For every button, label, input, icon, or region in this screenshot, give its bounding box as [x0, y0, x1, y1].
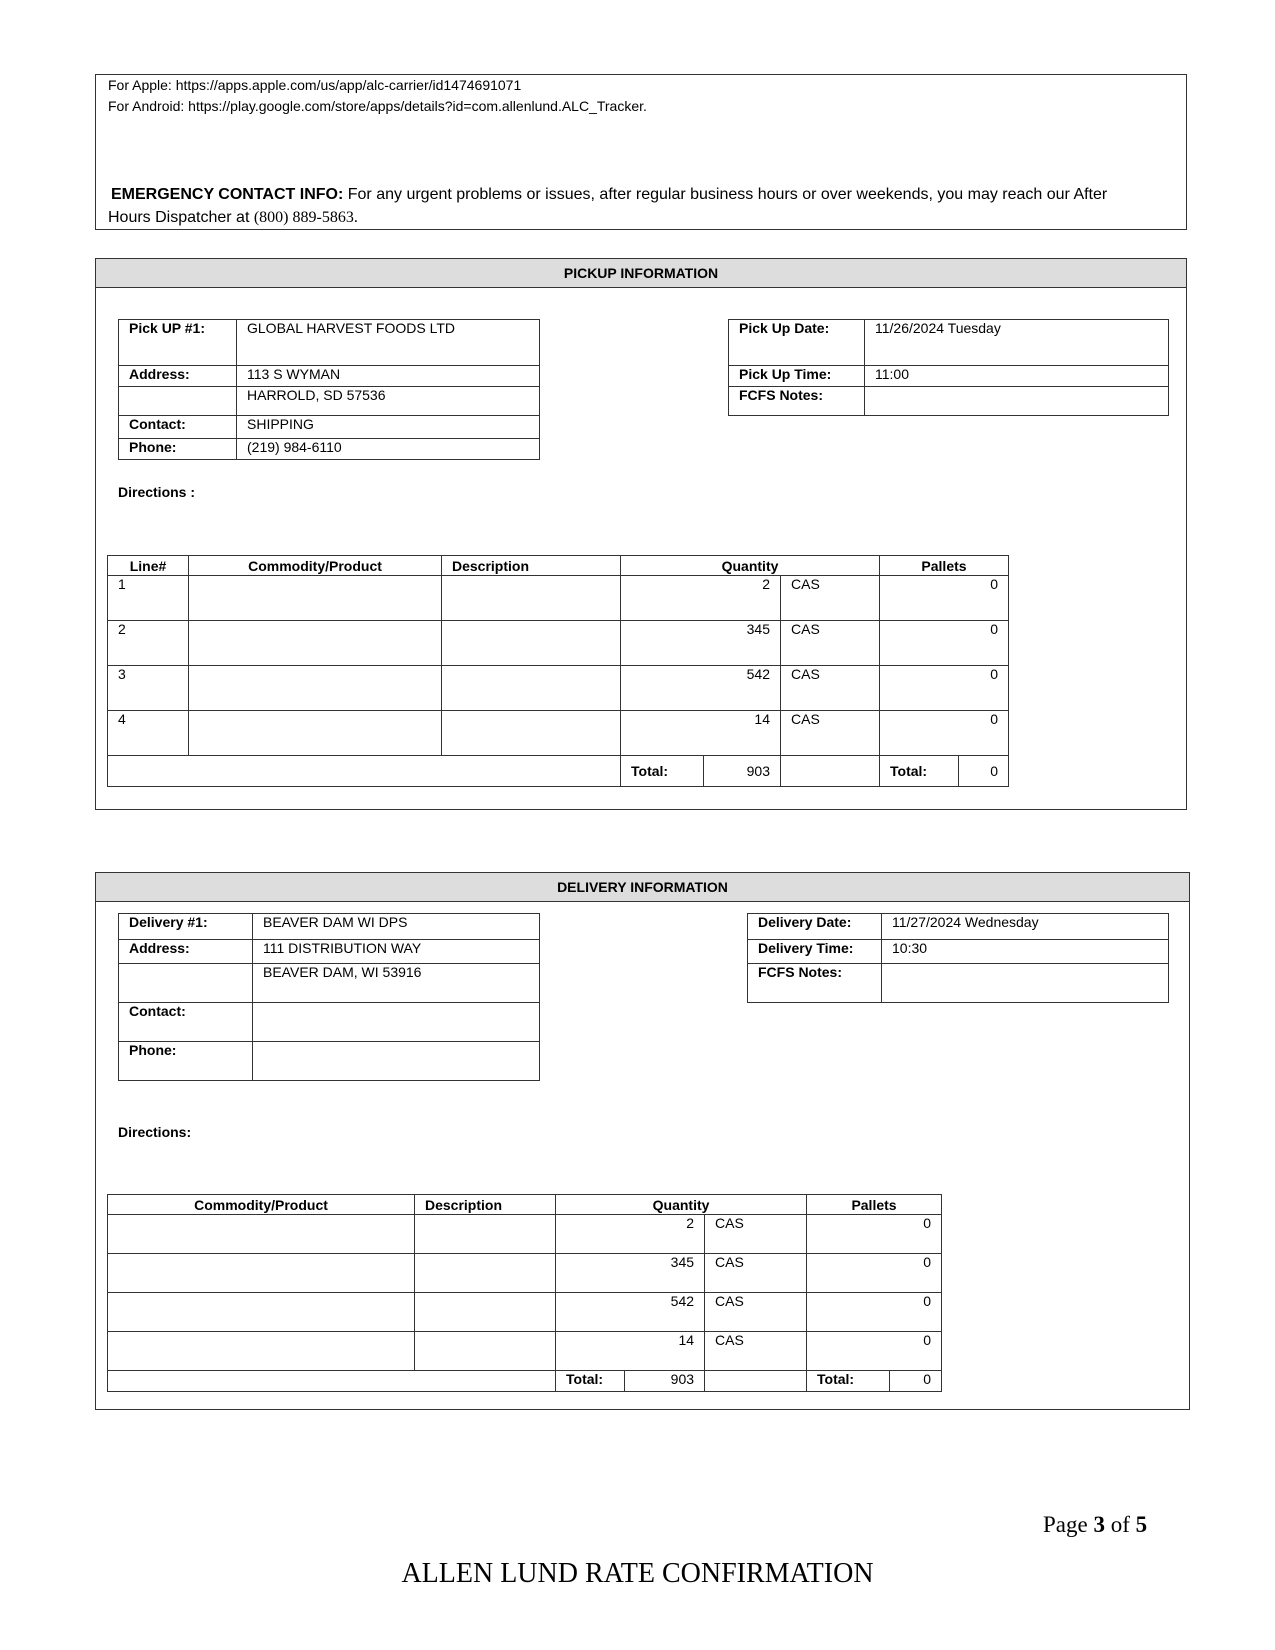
col-commodity: Commodity/Product [189, 556, 442, 576]
total-unit-blank [705, 1371, 807, 1392]
table-row [108, 711, 1009, 756]
delivery-fcfs-value [882, 964, 1169, 1003]
description-cell [415, 1332, 556, 1371]
commodity-cell [189, 666, 442, 711]
table-row [108, 1332, 942, 1371]
pallets-total-label: Total: [880, 756, 959, 787]
total-row [108, 756, 1009, 787]
pickup-phone-label: Phone: [119, 439, 237, 460]
delivery-location-table [118, 913, 540, 1081]
unit-cell: CAS [705, 1215, 807, 1254]
pickup-schedule-table [728, 319, 1169, 416]
description-cell [415, 1293, 556, 1332]
commodity-cell [108, 1332, 415, 1371]
table-row [108, 576, 1009, 621]
pallets-cell: 0 [807, 1254, 942, 1293]
description-cell [442, 576, 621, 621]
quantity-cell: 542 [621, 666, 781, 711]
table-row [108, 1254, 942, 1293]
pickup-items-table [107, 555, 1009, 787]
pallets-cell: 0 [880, 711, 1009, 756]
emergency-label: EMERGENCY CONTACT INFO: [111, 186, 344, 203]
delivery-directions-label: Directions: [118, 1124, 192, 1140]
delivery-address-label: Address: [119, 940, 253, 964]
table-row [108, 621, 1009, 666]
delivery-time-value: 10:30 [882, 940, 1169, 964]
delivery-contact-value [253, 1003, 540, 1042]
line-number: 1 [108, 576, 189, 621]
description-cell [442, 711, 621, 756]
pickup-fcfs-value [865, 387, 1169, 416]
pickup-directions-label: Directions : [118, 484, 196, 500]
commodity-cell [108, 1254, 415, 1293]
pickup-label: Pick UP #1: [119, 320, 237, 366]
total-blank [108, 756, 621, 787]
col-quantity: Quantity [621, 556, 880, 576]
pallets-cell: 0 [880, 621, 1009, 666]
pallets-total-value: 0 [890, 1371, 942, 1392]
unit-cell: CAS [705, 1332, 807, 1371]
unit-cell: CAS [781, 576, 880, 621]
pickup-address-line2: HARROLD, SD 57536 [237, 387, 540, 416]
emergency-text: For any urgent problems or issues, after regular business hours or over weekends, you may reach our After [347, 186, 1108, 203]
pickup-date-value: 11/26/2024 Tuesday [865, 320, 1169, 366]
quantity-cell: 345 [621, 621, 781, 666]
total-blank [108, 1371, 556, 1392]
delivery-fcfs-label: FCFS Notes: [748, 964, 882, 1003]
unit-cell: CAS [781, 621, 880, 666]
pallets-total-label: Total: [807, 1371, 890, 1392]
col-description: Description [442, 556, 621, 576]
pickup-name: GLOBAL HARVEST FOODS LTD [237, 320, 540, 366]
emergency-text-2: Hours Dispatcher at [108, 209, 250, 226]
qty-total-label: Total: [556, 1371, 625, 1392]
description-cell [415, 1215, 556, 1254]
page-prefix: Page [1043, 1512, 1088, 1537]
delivery-address-line2: BEAVER DAM, WI 53916 [253, 964, 540, 1003]
col-description: Description [415, 1195, 556, 1215]
line-number: 4 [108, 711, 189, 756]
pallets-total-value: 0 [959, 756, 1009, 787]
quantity-cell: 2 [556, 1215, 705, 1254]
pickup-contact-label: Contact: [119, 416, 237, 439]
quantity-cell: 345 [556, 1254, 705, 1293]
pickup-phone-value: (219) 984-6110 [237, 439, 540, 460]
pickup-address-line1: 113 S WYMAN [237, 366, 540, 387]
col-commodity: Commodity/Product [108, 1195, 415, 1215]
delivery-contact-label: Contact: [119, 1003, 253, 1042]
unit-cell: CAS [705, 1293, 807, 1332]
pallets-cell: 0 [807, 1215, 942, 1254]
quantity-cell: 14 [621, 711, 781, 756]
commodity-cell [108, 1215, 415, 1254]
emergency-contact [108, 183, 1176, 229]
table-row [108, 1293, 942, 1332]
delivery-header: DELIVERY INFORMATION [96, 873, 1189, 902]
line-number: 2 [108, 621, 189, 666]
pickup-date-label: Pick Up Date: [729, 320, 865, 366]
unit-cell: CAS [781, 666, 880, 711]
commodity-cell [108, 1293, 415, 1332]
delivery-date-label: Delivery Date: [748, 914, 882, 940]
commodity-cell [189, 621, 442, 666]
delivery-label: Delivery #1: [119, 914, 253, 940]
pickup-time-value: 11:00 [865, 366, 1169, 387]
col-line: Line# [108, 556, 189, 576]
unit-cell: CAS [781, 711, 880, 756]
description-cell [442, 621, 621, 666]
delivery-phone-label: Phone: [119, 1042, 253, 1081]
line-number: 3 [108, 666, 189, 711]
col-quantity: Quantity [556, 1195, 807, 1215]
pickup-header: PICKUP INFORMATION [96, 259, 1186, 288]
table-row [108, 1215, 942, 1254]
android-app-link[interactable]: For Android: https://play.google.com/store/apps/details?id=com.allenlund.ALC_Tracker. [108, 98, 647, 114]
pickup-location-table [118, 319, 540, 460]
total-unit-blank [781, 756, 880, 787]
pickup-address-blank [119, 387, 237, 416]
delivery-time-label: Delivery Time: [748, 940, 882, 964]
pickup-address-label: Address: [119, 366, 237, 387]
qty-total-value: 903 [625, 1371, 705, 1392]
quantity-cell: 14 [556, 1332, 705, 1371]
commodity-cell [189, 576, 442, 621]
pickup-contact-value: SHIPPING [237, 416, 540, 439]
delivery-date-value: 11/27/2024 Wednesday [882, 914, 1169, 940]
delivery-name: BEAVER DAM WI DPS [253, 914, 540, 940]
qty-total-value: 903 [704, 756, 781, 787]
document-title: ALLEN LUND RATE CONFIRMATION [401, 1558, 874, 1589]
pickup-fcfs-label: FCFS Notes: [729, 387, 865, 416]
page-total: 5 [1135, 1512, 1148, 1537]
apple-app-link[interactable]: For Apple: https://apps.apple.com/us/app/alc-carrier/id1474691071 [108, 77, 522, 93]
pallets-cell: 0 [880, 576, 1009, 621]
quantity-cell: 542 [556, 1293, 705, 1332]
page-of: of [1110, 1512, 1130, 1537]
commodity-cell [189, 711, 442, 756]
delivery-address-blank [119, 964, 253, 1003]
quantity-cell: 2 [621, 576, 781, 621]
pickup-time-label: Pick Up Time: [729, 366, 865, 387]
pallets-cell: 0 [807, 1293, 942, 1332]
col-pallets: Pallets [807, 1195, 942, 1215]
emergency-phone: (800) 889-5863. [253, 209, 358, 226]
page-number [1043, 1512, 1147, 1538]
page-current: 3 [1093, 1512, 1105, 1537]
col-pallets: Pallets [880, 556, 1009, 576]
delivery-schedule-table [747, 913, 1169, 1003]
pallets-cell: 0 [880, 666, 1009, 711]
notice-box [95, 74, 1187, 230]
pallets-cell: 0 [807, 1332, 942, 1371]
delivery-items-table [107, 1194, 942, 1392]
delivery-phone-value [253, 1042, 540, 1081]
description-cell [442, 666, 621, 711]
table-row [108, 666, 1009, 711]
total-row [108, 1371, 942, 1392]
description-cell [415, 1254, 556, 1293]
delivery-address-line1: 111 DISTRIBUTION WAY [253, 940, 540, 964]
qty-total-label: Total: [621, 756, 704, 787]
unit-cell: CAS [705, 1254, 807, 1293]
